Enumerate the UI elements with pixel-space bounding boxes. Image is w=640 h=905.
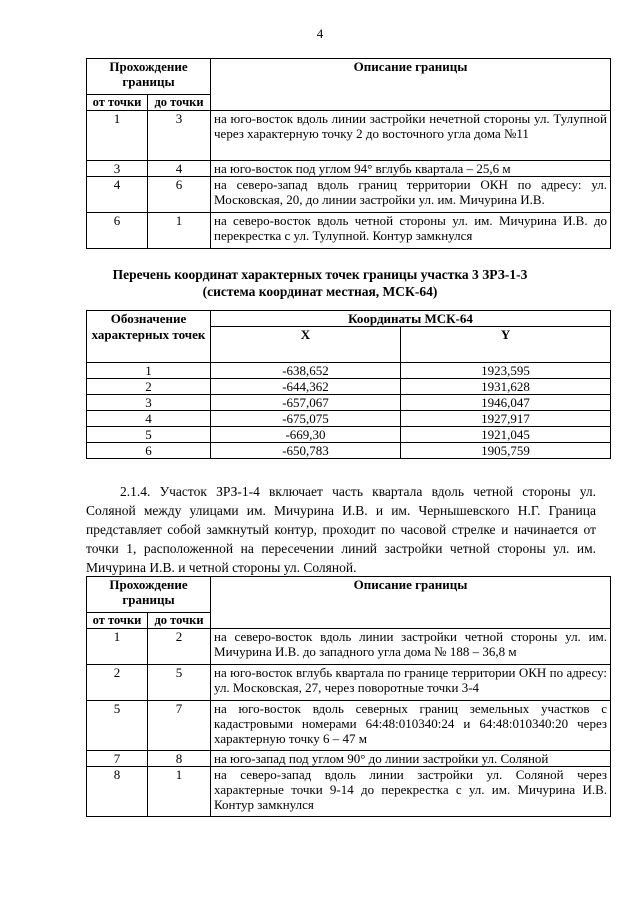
cell-point: 2	[87, 379, 211, 395]
cell-to: 3	[148, 111, 211, 161]
coordinates-table	[86, 310, 611, 459]
header-point-designation: Обозначение характерных точек	[87, 311, 211, 363]
table-row	[87, 427, 611, 443]
header-description: Описание границы	[211, 577, 611, 629]
cell-point: 6	[87, 443, 211, 459]
cell-from: 2	[87, 665, 148, 701]
header-y: Y	[401, 327, 611, 363]
table-row	[87, 665, 611, 701]
header-coordinates: Координаты МСК-64	[211, 311, 611, 327]
table-row	[87, 751, 611, 767]
cell-y: 1927,917	[401, 411, 611, 427]
cell-description: на юго-запад под углом 90° до линии застройки ул. Соляной	[211, 751, 611, 767]
cell-to: 2	[148, 629, 211, 665]
coordinates-heading	[40, 266, 600, 300]
cell-description: на юго-восток вглубь квартала по границе территории ОКН по адресу: ул. Московская, 27, через поворотные точки 3-4	[211, 665, 611, 701]
header-to-point: до точки	[148, 95, 211, 111]
table-row	[87, 629, 611, 665]
header-from-point: от точки	[87, 613, 148, 629]
cell-x: -644,362	[211, 379, 401, 395]
table-row	[87, 161, 611, 177]
header-passage: Прохождение границы	[87, 577, 211, 613]
cell-to: 1	[148, 767, 211, 817]
table-row	[87, 411, 611, 427]
boundary-table-1	[86, 58, 611, 249]
cell-x: -675,075	[211, 411, 401, 427]
cell-from: 4	[87, 177, 148, 213]
header-passage: Прохождение границы	[87, 59, 211, 95]
cell-y: 1931,628	[401, 379, 611, 395]
cell-description: на юго-восток вдоль северных границ земельных участков с кадастровыми номерами 64:48:010340:24 и 64:48:010340:20 через характерную точку 6 – 47 м	[211, 701, 611, 751]
header-description: Описание границы	[211, 59, 611, 111]
table-row	[87, 379, 611, 395]
cell-description: на северо-восток вдоль линии застройки четной стороны ул. им. Мичурина И.В. до западного угла дома № 188 – 36,8 м	[211, 629, 611, 665]
table-row	[87, 213, 611, 249]
cell-y: 1905,759	[401, 443, 611, 459]
cell-from: 1	[87, 629, 148, 665]
coordinates-header-row	[87, 311, 611, 327]
header-to-point: до точки	[148, 613, 211, 629]
cell-point: 5	[87, 427, 211, 443]
cell-to: 5	[148, 665, 211, 701]
coordinates-heading-line2: (система координат местная, МСК-64)	[202, 284, 438, 299]
table-row	[87, 443, 611, 459]
cell-description: на северо-восток вдоль четной стороны ул. им. Мичурина И.В. до перекрестка с ул. Тулупной. Контур замкнулся	[211, 213, 611, 249]
cell-x: -650,783	[211, 443, 401, 459]
header-from-point: от точки	[87, 95, 148, 111]
boundary-table-2	[86, 576, 611, 817]
table-row	[87, 767, 611, 817]
cell-point: 4	[87, 411, 211, 427]
cell-y: 1946,047	[401, 395, 611, 411]
coordinates-heading-line1: Перечень координат характерных точек границы участка 3 ЗРЗ-1-3	[112, 267, 528, 282]
cell-from: 6	[87, 213, 148, 249]
cell-y: 1921,045	[401, 427, 611, 443]
cell-x: -669,30	[211, 427, 401, 443]
cell-description: на юго-восток под углом 94° вглубь квартала – 25,6 м	[211, 161, 611, 177]
cell-to: 7	[148, 701, 211, 751]
table-row	[87, 701, 611, 751]
cell-point: 3	[87, 395, 211, 411]
table-header-row	[87, 577, 611, 613]
cell-x: -638,652	[211, 363, 401, 379]
table-row	[87, 177, 611, 213]
cell-to: 8	[148, 751, 211, 767]
cell-description: на северо-запад вдоль границ территории ОКН по адресу: ул. Московская, 20, до линии застройки ул. им. Мичурина И.В.	[211, 177, 611, 213]
cell-y: 1923,595	[401, 363, 611, 379]
cell-from: 5	[87, 701, 148, 751]
cell-from: 8	[87, 767, 148, 817]
cell-to: 4	[148, 161, 211, 177]
cell-description: на юго-восток вдоль линии застройки нечетной стороны ул. Тулупной через характерную точку 2 до восточного угла дома №11	[211, 111, 611, 161]
table-row	[87, 395, 611, 411]
cell-from: 3	[87, 161, 148, 177]
cell-to: 6	[148, 177, 211, 213]
cell-point: 1	[87, 363, 211, 379]
section-paragraph: 2.1.4. Участок ЗРЗ-1-4 включает часть квартала вдоль четной стороны ул. Соляной между улицами им. Мичурина И.В. и им. Чернышевского Н.Г. Граница представляет собой замкнутый контур, проходит по часовой стрелке и начинается от точки 1, расположенной на пересечении линий застройки четной стороны ул. им. Мичурина И.В. и четной стороны ул. Соляной.	[86, 484, 596, 575]
page-number: 4	[316, 26, 324, 41]
cell-x: -657,067	[211, 395, 401, 411]
table-header-row	[87, 59, 611, 95]
cell-description: на северо-запад вдоль линии застройки ул. Соляной через характерные точки 9-14 до перекрестка с ул. им. Мичурина И.В. Контур замкнулся	[211, 767, 611, 817]
cell-to: 1	[148, 213, 211, 249]
header-x: X	[211, 327, 401, 363]
table-row	[87, 363, 611, 379]
table-row	[87, 111, 611, 161]
cell-from: 1	[87, 111, 148, 161]
cell-from: 7	[87, 751, 148, 767]
